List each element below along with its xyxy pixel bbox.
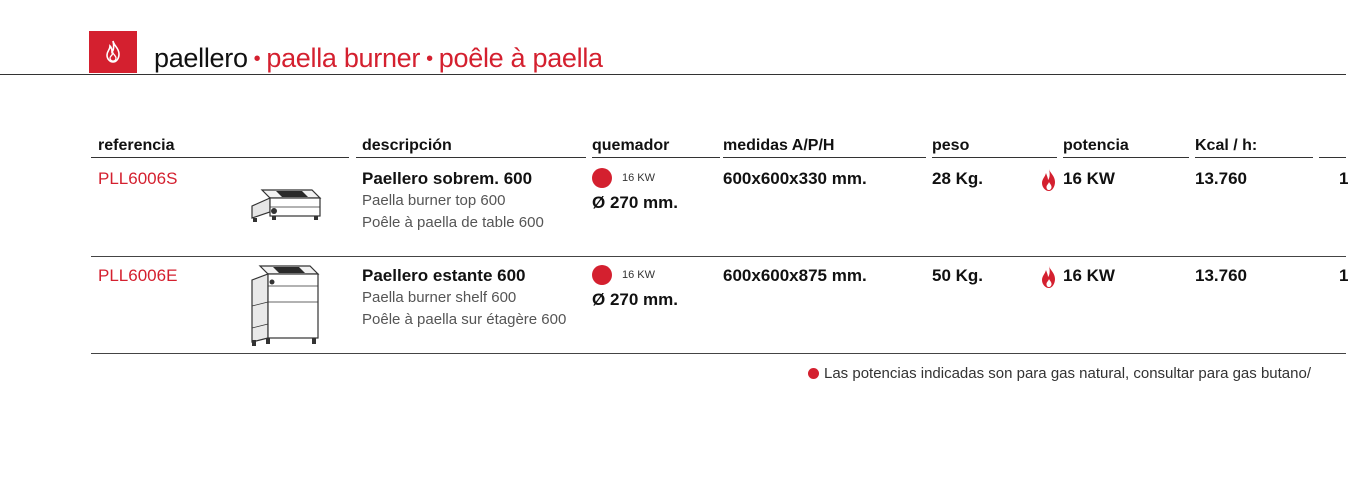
footnote (808, 365, 1311, 382)
countertop-paella-burner-image (250, 180, 326, 224)
column-header-descripcion: descripción (362, 137, 452, 154)
bullet-dot-icon (808, 368, 819, 379)
header-underline (592, 157, 720, 158)
flame-icon (1040, 265, 1058, 289)
product-reference: PLL6006S (98, 169, 178, 188)
header-underline (91, 157, 349, 158)
description-french: Poêle à paella de table 600 (362, 214, 544, 231)
description-french: Poêle à paella sur étagère 600 (362, 311, 567, 328)
burner-power: 16 KW (622, 269, 656, 281)
header-underline (356, 157, 586, 158)
column-header-referencia: referencia (98, 137, 175, 154)
description-spanish: Paellero sobrem. 600 (362, 169, 533, 188)
power-value: 16 KW (1063, 169, 1115, 188)
dimensions-value: 600x600x330 mm. (723, 169, 867, 188)
column-header-medidas: medidas A/P/H (723, 137, 835, 154)
description-english: Paella burner shelf 600 (362, 289, 517, 306)
header-underline (1063, 157, 1189, 158)
title-separator: • (253, 48, 261, 70)
row-divider (91, 353, 1346, 354)
header-divider (0, 74, 1346, 75)
description-english: Paella burner top 600 (362, 192, 506, 209)
truncated-column-value: 1 (1339, 169, 1348, 188)
weight-value: 28 Kg. (932, 169, 984, 188)
column-header-kcal: Kcal / h: (1195, 137, 1258, 154)
burner-diameter: Ø 270 mm. (592, 290, 678, 309)
column-header-potencia: potencia (1063, 137, 1129, 154)
burner-power: 16 KW (622, 172, 656, 184)
header-underline (723, 157, 926, 158)
title-english: paella burner (266, 43, 421, 73)
weight-value: 50 Kg. (932, 266, 984, 285)
title-separator: • (426, 48, 433, 70)
shelf-paella-burner-image (250, 262, 324, 346)
burner-indicator-icon (592, 168, 612, 188)
header-underline (1319, 157, 1346, 158)
burner-diameter: Ø 270 mm. (592, 193, 678, 212)
page-title (154, 41, 603, 78)
flame-icon (103, 40, 123, 64)
dimensions-value: 600x600x875 mm. (723, 266, 867, 285)
column-header-peso: peso (932, 137, 970, 154)
kcal-value: 13.760 (1195, 266, 1247, 285)
product-reference: PLL6006E (98, 266, 178, 285)
description-spanish: Paellero estante 600 (362, 266, 526, 285)
header-underline (1195, 157, 1313, 158)
column-header-quemador: quemador (592, 137, 670, 154)
burner-indicator-icon (592, 265, 612, 285)
row-divider (91, 256, 1346, 257)
title-spanish: paellero (154, 43, 248, 73)
footnote-text: Las potencias indicadas son para gas natural, consultar para gas butano/ (824, 365, 1311, 382)
truncated-column-value: 1 (1339, 266, 1348, 285)
header-underline (932, 157, 1057, 158)
flame-icon (1040, 168, 1058, 192)
header-flame-badge (89, 31, 137, 73)
title-french: poêle à paella (438, 43, 603, 73)
kcal-value: 13.760 (1195, 169, 1247, 188)
power-value: 16 KW (1063, 266, 1115, 285)
